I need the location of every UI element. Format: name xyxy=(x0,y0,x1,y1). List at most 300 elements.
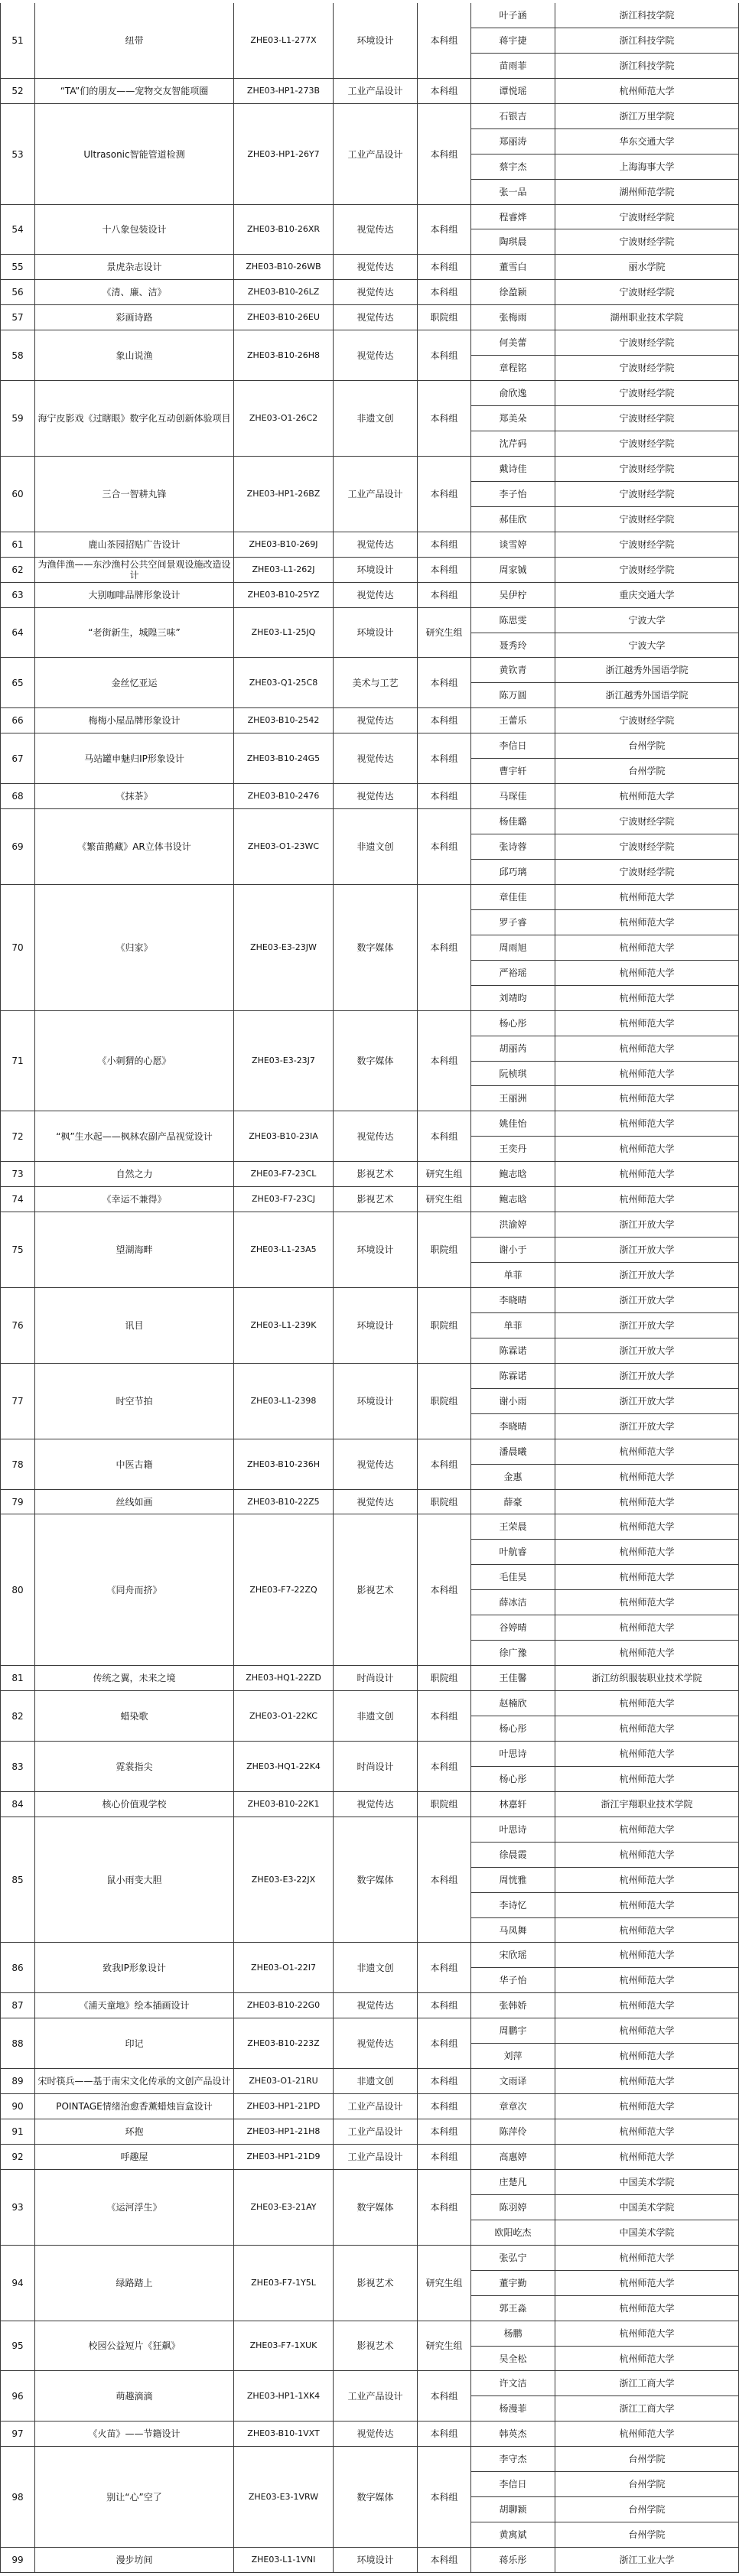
member-school: 浙江开放大学 xyxy=(555,1338,739,1364)
group-level: 本科组 xyxy=(418,2371,471,2422)
project-title: 鹿山茶园招贴广告设计 xyxy=(35,532,234,558)
member-name: 章佳佳 xyxy=(471,885,555,910)
member-name: 王蕾乐 xyxy=(471,708,555,733)
category: 环境设计 xyxy=(334,1212,418,1288)
group-level: 研究生组 xyxy=(418,1162,471,1187)
member-name: 高惠婷 xyxy=(471,2145,555,2170)
group-level: 研究生组 xyxy=(418,2321,471,2371)
category: 视觉传达 xyxy=(334,255,418,280)
member-school: 杭州师范大学 xyxy=(555,1540,739,1565)
row-number: 74 xyxy=(0,1187,35,1212)
group-level: 本科组 xyxy=(418,809,471,885)
row-number: 55 xyxy=(0,255,35,280)
member-name: 洪渝婷 xyxy=(471,1212,555,1238)
member-school: 浙江开放大学 xyxy=(555,1212,739,1238)
member-name: 张一品 xyxy=(471,180,555,205)
group-level: 研究生组 xyxy=(418,608,471,658)
project-code: ZHE03-O1-22KC xyxy=(234,1691,334,1742)
member-name: 杨心彤 xyxy=(471,1716,555,1742)
project-title: 《繁苗鹅藏》AR立体书设计 xyxy=(35,809,234,885)
member-school: 宁波财经学院 xyxy=(555,381,739,406)
member-name: 谷婷晴 xyxy=(471,1615,555,1641)
member-school: 杭州师范大学 xyxy=(555,2119,739,2145)
member-name: 周鹏宇 xyxy=(471,2018,555,2044)
category: 视觉传达 xyxy=(334,583,418,608)
project-title: Ultrasonic智能管道检测 xyxy=(35,104,234,205)
member-school: 杭州师范大学 xyxy=(555,2094,739,2119)
project-title: “枫”生水起——枫林农副产品视觉设计 xyxy=(35,1111,234,1162)
row-number: 80 xyxy=(0,1514,35,1666)
category: 数字媒体 xyxy=(334,2170,418,2246)
category: 非遗文创 xyxy=(334,809,418,885)
group-level: 本科组 xyxy=(418,2145,471,2170)
member-name: 李信日 xyxy=(471,733,555,759)
category: 视觉传达 xyxy=(334,784,418,809)
category: 工业产品设计 xyxy=(334,2371,418,2422)
member-school: 中国美术学院 xyxy=(555,2170,739,2195)
member-school: 台州学院 xyxy=(555,2447,739,2472)
project-code: ZHE03-E3-22JX xyxy=(234,1817,334,1943)
category: 数字媒体 xyxy=(334,2447,418,2548)
project-title: 漫步坊间 xyxy=(35,2548,234,2573)
row-number: 94 xyxy=(0,2246,35,2321)
project-code: ZHE03-B10-223Z xyxy=(234,2018,334,2069)
member-name: 徐盈颖 xyxy=(471,280,555,305)
member-name: 陈羽婷 xyxy=(471,2195,555,2220)
row-number: 84 xyxy=(0,1792,35,1817)
member-name: 聂秀玲 xyxy=(471,633,555,658)
project-title: 校园公益短片《狂飙》 xyxy=(35,2321,234,2371)
project-title: 《幸运不兼得》 xyxy=(35,1187,234,1212)
member-school: 浙江科技学院 xyxy=(555,54,739,79)
member-name: 郑美朵 xyxy=(471,406,555,431)
project-code: ZHE03-F7-23CJ xyxy=(234,1187,334,1212)
project-title: 萌趣滴滴 xyxy=(35,2371,234,2422)
member-school: 杭州师范大学 xyxy=(555,1137,739,1162)
project-code: ZHE03-F7-1Y5L xyxy=(234,2246,334,2321)
member-school: 杭州师范大学 xyxy=(555,2347,739,2371)
member-name: 文雨译 xyxy=(471,2069,555,2094)
member-school: 台州学院 xyxy=(555,2472,739,2497)
project-code: ZHE03-F7-23CL xyxy=(234,1162,334,1187)
member-school: 宁波财经学院 xyxy=(555,482,739,507)
member-name: 李守杰 xyxy=(471,2447,555,2472)
category: 工业产品设计 xyxy=(334,104,418,205)
project-title: 象山说渔 xyxy=(35,330,234,381)
member-name: 陈思雯 xyxy=(471,608,555,633)
project-title: 彩画诗路 xyxy=(35,305,234,330)
member-school: 宁波大学 xyxy=(555,633,739,658)
group-level: 本科组 xyxy=(418,280,471,305)
category: 视觉传达 xyxy=(334,1993,418,2018)
project-title: 霓裳指尖 xyxy=(35,1742,234,1792)
group-level: 本科组 xyxy=(418,2422,471,2447)
project-title: 纽带 xyxy=(35,3,234,79)
group-level: 本科组 xyxy=(418,1742,471,1792)
member-name: 谭悦瑶 xyxy=(471,79,555,104)
member-school: 宁波财经学院 xyxy=(555,229,739,255)
project-code: ZHE03-B10-26XR xyxy=(234,205,334,255)
member-name: 陈霖诺 xyxy=(471,1338,555,1364)
project-title: 三合一智耕丸锋 xyxy=(35,457,234,532)
row-number: 54 xyxy=(0,205,35,255)
project-code: ZHE03-F7-1XUK xyxy=(234,2321,334,2371)
group-level: 本科组 xyxy=(418,1011,471,1111)
member-school: 杭州师范大学 xyxy=(555,935,739,961)
category: 环境设计 xyxy=(334,558,418,583)
member-school: 杭州师范大学 xyxy=(555,1742,739,1767)
row-number: 89 xyxy=(0,2069,35,2094)
row-number: 78 xyxy=(0,1439,35,1490)
member-name: 单菲 xyxy=(471,1263,555,1288)
member-name: 曹宇轩 xyxy=(471,759,555,784)
group-level: 本科组 xyxy=(418,330,471,381)
project-code: ZHE03-B10-2542 xyxy=(234,708,334,733)
member-name: 金惠 xyxy=(471,1465,555,1490)
project-title: 金丝忆亚运 xyxy=(35,658,234,708)
row-number: 76 xyxy=(0,1288,35,1364)
member-name: 阮桢琪 xyxy=(471,1062,555,1086)
row-number: 90 xyxy=(0,2094,35,2119)
member-name: 周家铖 xyxy=(471,558,555,583)
project-code: ZHE03-B10-22Z5 xyxy=(234,1490,334,1514)
member-name: 毛佳昊 xyxy=(471,1565,555,1590)
category: 数字媒体 xyxy=(334,1011,418,1111)
project-title: “老街新生，城隍三味” xyxy=(35,608,234,658)
group-level: 本科组 xyxy=(418,658,471,708)
member-school: 杭州师范大学 xyxy=(555,910,739,935)
row-number: 72 xyxy=(0,1111,35,1162)
member-name: 王荣晨 xyxy=(471,1514,555,1540)
category: 视觉传达 xyxy=(334,708,418,733)
category: 视觉传达 xyxy=(334,1792,418,1817)
group-level: 本科组 xyxy=(418,1111,471,1162)
row-number: 60 xyxy=(0,457,35,532)
group-level: 本科组 xyxy=(418,733,471,784)
member-school: 杭州师范大学 xyxy=(555,1893,739,1918)
category: 美术与工艺 xyxy=(334,658,418,708)
member-school: 浙江纺织服装职业技术学院 xyxy=(555,1666,739,1691)
member-school: 宁波大学 xyxy=(555,608,739,633)
member-name: 严裕瑶 xyxy=(471,961,555,986)
project-code: ZHE03-B10-26LZ xyxy=(234,280,334,305)
category: 影视艺术 xyxy=(334,2246,418,2321)
row-number: 62 xyxy=(0,558,35,583)
row-number: 99 xyxy=(0,2548,35,2573)
member-name: 徐晨霞 xyxy=(471,1843,555,1868)
member-name: 鲍志晗 xyxy=(471,1162,555,1187)
row-number: 93 xyxy=(0,2170,35,2246)
group-level: 本科组 xyxy=(418,1993,471,2018)
group-level: 本科组 xyxy=(418,1439,471,1490)
member-name: 罗子睿 xyxy=(471,910,555,935)
member-school: 杭州师范大学 xyxy=(555,961,739,986)
member-name: 华子怡 xyxy=(471,1968,555,1993)
project-title: 《运河浮生》 xyxy=(35,2170,234,2246)
row-number: 95 xyxy=(0,2321,35,2371)
member-name: 程睿烨 xyxy=(471,205,555,229)
member-name: 薛冰洁 xyxy=(471,1590,555,1615)
member-name: 沈芹码 xyxy=(471,431,555,457)
member-school: 杭州师范大学 xyxy=(555,2018,739,2044)
category: 视觉传达 xyxy=(334,205,418,255)
member-school: 杭州师范大学 xyxy=(555,1086,739,1111)
row-number: 58 xyxy=(0,330,35,381)
row-number: 59 xyxy=(0,381,35,457)
member-school: 浙江越秀外国语学院 xyxy=(555,658,739,683)
member-name: 叶航睿 xyxy=(471,1540,555,1565)
row-number: 71 xyxy=(0,1011,35,1111)
project-code: ZHE03-L1-262J xyxy=(234,558,334,583)
member-name: 林嘉轩 xyxy=(471,1792,555,1817)
member-name: 郭王淼 xyxy=(471,2296,555,2321)
member-school: 浙江开放大学 xyxy=(555,1389,739,1414)
category: 非遗文创 xyxy=(334,381,418,457)
member-name: 蔡宇杰 xyxy=(471,154,555,180)
member-school: 杭州师范大学 xyxy=(555,1691,739,1716)
category: 视觉传达 xyxy=(334,305,418,330)
member-name: 陶琪晨 xyxy=(471,229,555,255)
project-code: ZHE03-L1-1VNI xyxy=(234,2548,334,2573)
member-school: 浙江开放大学 xyxy=(555,1288,739,1313)
member-school: 浙江开放大学 xyxy=(555,1364,739,1389)
member-school: 杭州师范大学 xyxy=(555,1817,739,1843)
member-school: 杭州师范大学 xyxy=(555,1716,739,1742)
member-school: 杭州师范大学 xyxy=(555,1514,739,1540)
member-name: 单菲 xyxy=(471,1313,555,1338)
row-number: 81 xyxy=(0,1666,35,1691)
member-school: 杭州师范大学 xyxy=(555,1439,739,1465)
member-school: 杭州师范大学 xyxy=(555,1918,739,1943)
project-title: 印记 xyxy=(35,2018,234,2069)
project-title: 望湖海畔 xyxy=(35,1212,234,1288)
member-school: 宁波财经学院 xyxy=(555,280,739,305)
member-name: 胡聊颖 xyxy=(471,2497,555,2522)
project-code: ZHE03-B10-22K1 xyxy=(234,1792,334,1817)
project-code: ZHE03-O1-26C2 xyxy=(234,381,334,457)
row-number: 67 xyxy=(0,733,35,784)
member-school: 浙江科技学院 xyxy=(555,3,739,28)
member-name: 潘晨曦 xyxy=(471,1439,555,1465)
member-school: 浙江开放大学 xyxy=(555,1313,739,1338)
member-name: 薛豪 xyxy=(471,1490,555,1514)
project-code: ZHE03-O1-23WC xyxy=(234,809,334,885)
project-title: 丝线如画 xyxy=(35,1490,234,1514)
member-school: 杭州师范大学 xyxy=(555,1615,739,1641)
project-code: ZHE03-B10-24G5 xyxy=(234,733,334,784)
project-code: ZHE03-B10-23IA xyxy=(234,1111,334,1162)
row-number: 79 xyxy=(0,1490,35,1514)
member-name: 鲍志晗 xyxy=(471,1187,555,1212)
group-level: 本科组 xyxy=(418,255,471,280)
project-code: ZHE03-L1-239K xyxy=(234,1288,334,1364)
project-title: 《清、廉、洁》 xyxy=(35,280,234,305)
member-school: 杭州师范大学 xyxy=(555,1868,739,1893)
project-code: ZHE03-B10-22G0 xyxy=(234,1993,334,2018)
project-code: ZHE03-E3-21AY xyxy=(234,2170,334,2246)
member-name: 郑丽涛 xyxy=(471,129,555,154)
project-code: ZHE03-HP1-21H8 xyxy=(234,2119,334,2145)
member-name: 吴伊柠 xyxy=(471,583,555,608)
member-school: 上海海事大学 xyxy=(555,154,739,180)
group-level: 本科组 xyxy=(418,104,471,205)
project-code: ZHE03-L1-2398 xyxy=(234,1364,334,1439)
group-level: 本科组 xyxy=(418,1514,471,1666)
project-code: ZHE03-F7-22ZQ xyxy=(234,1514,334,1666)
member-name: 张诗蓉 xyxy=(471,834,555,860)
project-code: ZHE03-O1-21RU xyxy=(234,2069,334,2094)
member-name: 苗雨菲 xyxy=(471,54,555,79)
member-name: 章章次 xyxy=(471,2094,555,2119)
project-title: 呼趣屋 xyxy=(35,2145,234,2170)
member-name: 蒋乐彤 xyxy=(471,2548,555,2573)
member-name: 王奕丹 xyxy=(471,1137,555,1162)
category: 工业产品设计 xyxy=(334,2119,418,2145)
project-title: 传统之翼，未来之境 xyxy=(35,1666,234,1691)
row-number: 97 xyxy=(0,2422,35,2447)
project-code: ZHE03-B10-236H xyxy=(234,1439,334,1490)
category: 视觉传达 xyxy=(334,733,418,784)
member-school: 宁波财经学院 xyxy=(555,330,739,356)
member-name: 谈雪婷 xyxy=(471,532,555,558)
member-name: 刘萍 xyxy=(471,2044,555,2069)
member-school: 宁波财经学院 xyxy=(555,205,739,229)
project-title: 十八象包装设计 xyxy=(35,205,234,255)
project-title: 景虎杂志设计 xyxy=(35,255,234,280)
member-school: 杭州师范大学 xyxy=(555,2296,739,2321)
member-school: 杭州师范大学 xyxy=(555,1187,739,1212)
category: 时尚设计 xyxy=(334,1666,418,1691)
member-school: 杭州师范大学 xyxy=(555,2422,739,2447)
group-level: 本科组 xyxy=(418,708,471,733)
project-title: 海宁皮影戏《过瞎眼》数字化互动创新体验项目 xyxy=(35,381,234,457)
group-level: 本科组 xyxy=(418,2548,471,2573)
row-number: 53 xyxy=(0,104,35,205)
member-school: 杭州师范大学 xyxy=(555,2069,739,2094)
row-number: 92 xyxy=(0,2145,35,2170)
group-level: 本科组 xyxy=(418,205,471,255)
member-name: 黄寓斌 xyxy=(471,2522,555,2548)
project-code: ZHE03-L1-25JQ xyxy=(234,608,334,658)
member-school: 杭州师范大学 xyxy=(555,1490,739,1514)
member-school: 杭州师范大学 xyxy=(555,1162,739,1187)
member-school: 杭州师范大学 xyxy=(555,784,739,809)
group-level: 职院组 xyxy=(418,1288,471,1364)
category: 环境设计 xyxy=(334,3,418,79)
member-name: 张弘宁 xyxy=(471,2246,555,2271)
project-code: ZHE03-HP1-21PD xyxy=(234,2094,334,2119)
member-school: 湖州职业技术学院 xyxy=(555,305,739,330)
member-name: 蒋宇捷 xyxy=(471,28,555,54)
member-school: 重庆交通大学 xyxy=(555,583,739,608)
member-school: 宁波财经学院 xyxy=(555,834,739,860)
category: 非遗文创 xyxy=(334,1943,418,1993)
project-title: 中医古籍 xyxy=(35,1439,234,1490)
member-name: 何美蕾 xyxy=(471,330,555,356)
member-school: 杭州师范大学 xyxy=(555,1465,739,1490)
member-school: 宁波财经学院 xyxy=(555,507,739,532)
project-code: ZHE03-B10-2476 xyxy=(234,784,334,809)
row-number: 64 xyxy=(0,608,35,658)
category: 环境设计 xyxy=(334,1288,418,1364)
group-level: 本科组 xyxy=(418,2018,471,2069)
member-school: 杭州师范大学 xyxy=(555,1590,739,1615)
project-code: ZHE03-HP1-1XK4 xyxy=(234,2371,334,2422)
category: 视觉传达 xyxy=(334,2422,418,2447)
group-level: 本科组 xyxy=(418,2094,471,2119)
member-school: 中国美术学院 xyxy=(555,2195,739,2220)
member-school: 宁波财经学院 xyxy=(555,809,739,834)
member-name: 赵楠欣 xyxy=(471,1691,555,1716)
member-name: 叶思诗 xyxy=(471,1817,555,1843)
row-number: 68 xyxy=(0,784,35,809)
group-level: 本科组 xyxy=(418,457,471,532)
group-level: 本科组 xyxy=(418,885,471,1011)
member-school: 台州学院 xyxy=(555,733,739,759)
project-code: ZHE03-O1-22I7 xyxy=(234,1943,334,1993)
group-level: 本科组 xyxy=(418,1691,471,1742)
project-title: 宋时筷兵——基于南宋文化传承的文创产品设计 xyxy=(35,2069,234,2094)
row-number: 98 xyxy=(0,2447,35,2548)
category: 影视艺术 xyxy=(334,2321,418,2371)
member-school: 杭州师范大学 xyxy=(555,885,739,910)
member-name: 杨心彤 xyxy=(471,1767,555,1792)
member-school: 杭州师范大学 xyxy=(555,2246,739,2271)
member-school: 杭州师范大学 xyxy=(555,986,739,1011)
project-title: 马站罐申魅归IP形象设计 xyxy=(35,733,234,784)
category: 环境设计 xyxy=(334,608,418,658)
member-name: 姚佳怡 xyxy=(471,1111,555,1137)
group-level: 本科组 xyxy=(418,79,471,104)
member-school: 杭州师范大学 xyxy=(555,1943,739,1968)
project-title: 致我IP形象设计 xyxy=(35,1943,234,1993)
member-school: 宁波财经学院 xyxy=(555,860,739,885)
member-name: 庄楚凡 xyxy=(471,2170,555,2195)
member-school: 杭州师范大学 xyxy=(555,1767,739,1792)
row-number: 87 xyxy=(0,1993,35,2018)
row-number: 57 xyxy=(0,305,35,330)
member-school: 浙江宇翔职业技术学院 xyxy=(555,1792,739,1817)
project-title: 时空节拍 xyxy=(35,1364,234,1439)
member-name: 陈萍伶 xyxy=(471,2119,555,2145)
member-school: 丽水学院 xyxy=(555,255,739,280)
project-code: ZHE03-B10-25YZ xyxy=(234,583,334,608)
group-level: 本科组 xyxy=(418,1817,471,1943)
row-number: 66 xyxy=(0,708,35,733)
project-code: ZHE03-HP1-26BZ xyxy=(234,457,334,532)
member-school: 杭州师范大学 xyxy=(555,2044,739,2069)
member-name: 杨鹏 xyxy=(471,2321,555,2347)
member-school: 浙江工商大学 xyxy=(555,2371,739,2396)
project-title: 《归家》 xyxy=(35,885,234,1011)
member-name: 李晓晴 xyxy=(471,1288,555,1313)
member-school: 杭州师范大学 xyxy=(555,1062,739,1086)
category: 工业产品设计 xyxy=(334,79,418,104)
project-code: ZHE03-HP1-273B xyxy=(234,79,334,104)
member-name: 张韩娇 xyxy=(471,1993,555,2018)
member-school: 宁波财经学院 xyxy=(555,558,739,583)
category: 影视艺术 xyxy=(334,1162,418,1187)
member-school: 杭州师范大学 xyxy=(555,1843,739,1868)
row-number: 96 xyxy=(0,2371,35,2422)
row-number: 83 xyxy=(0,1742,35,1792)
member-name: 谢小雨 xyxy=(471,1389,555,1414)
category: 数字媒体 xyxy=(334,1817,418,1943)
category: 视觉传达 xyxy=(334,2018,418,2069)
project-code: ZHE03-HP1-21D9 xyxy=(234,2145,334,2170)
project-title: 别让“心”空了 xyxy=(35,2447,234,2548)
member-name: 刘靖昀 xyxy=(471,986,555,1011)
